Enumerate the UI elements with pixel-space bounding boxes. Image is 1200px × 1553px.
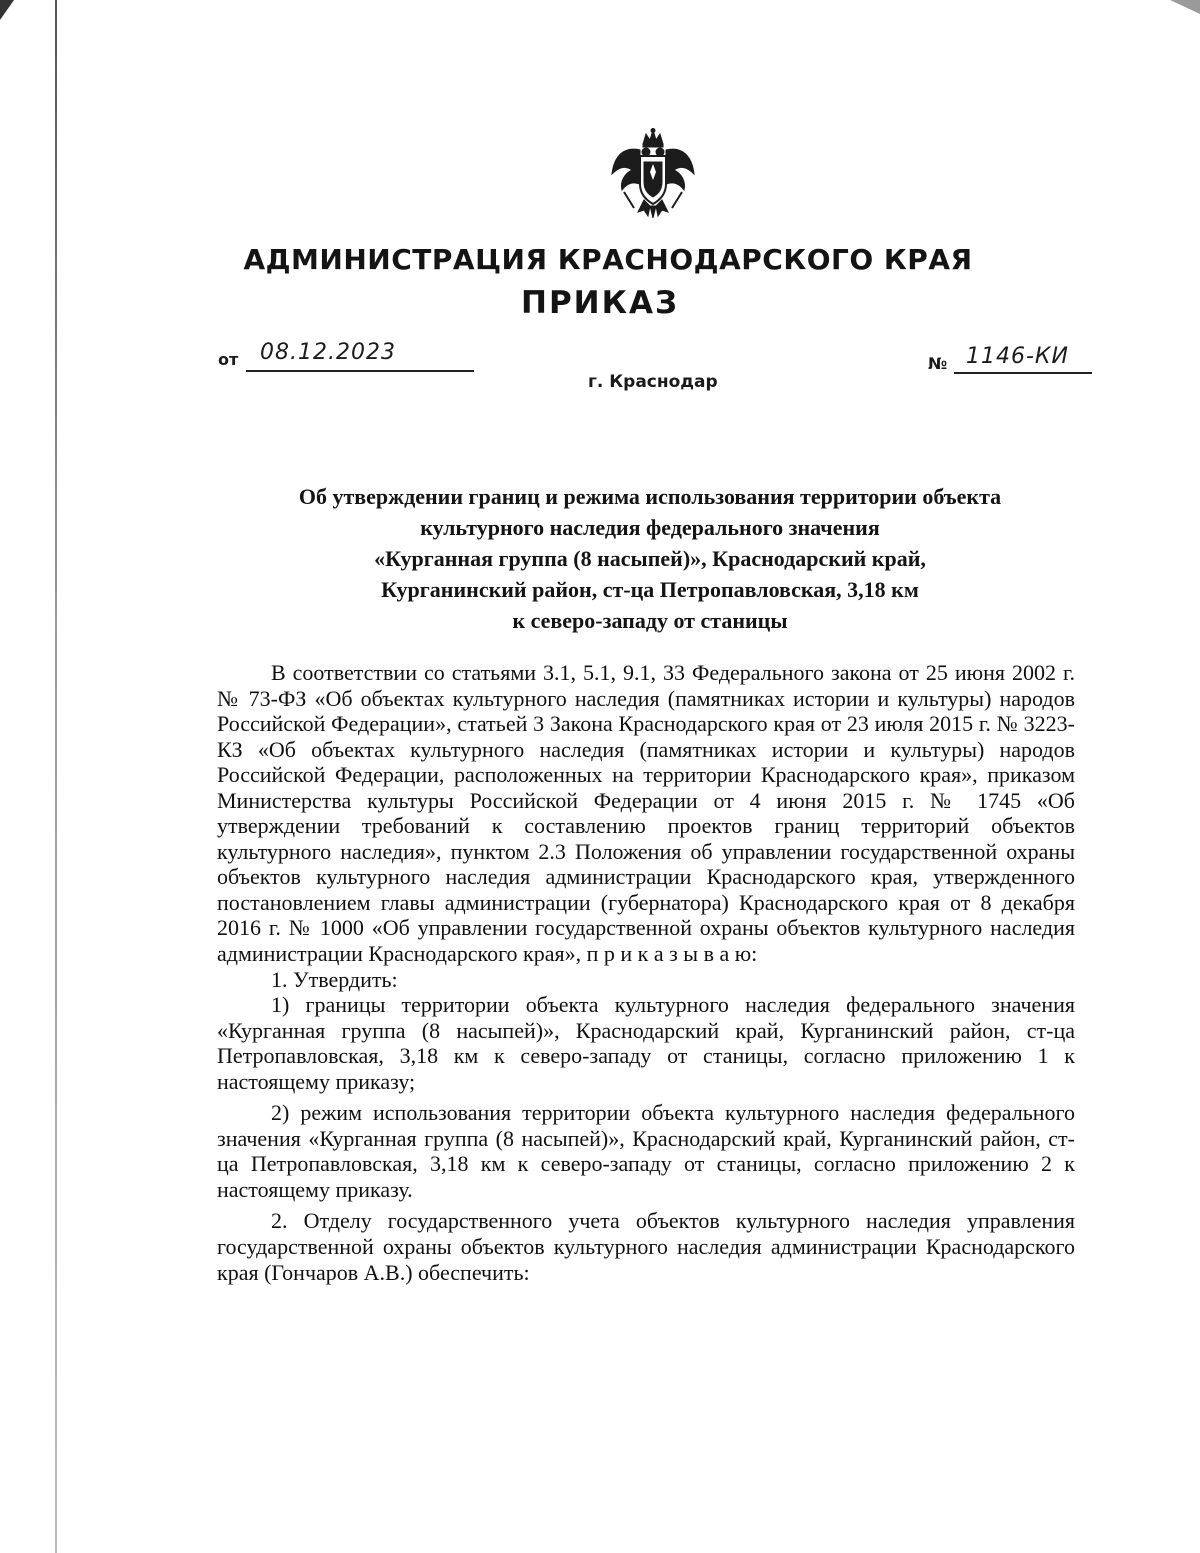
title-line: к северо-западу от станицы [512, 608, 788, 633]
number-prefix: № [928, 354, 948, 373]
clause-1: 1. Утвердить: [271, 966, 398, 992]
document-number: 1146-КИ [966, 344, 1070, 369]
date-underline [246, 370, 474, 372]
organization-name: АДМИНИСТРАЦИЯ КРАСНОДАРСКОГО КРАЯ [243, 243, 973, 276]
scan-corner-mark [0, 0, 14, 20]
title-line: культурного наследия федерального значения [420, 515, 880, 540]
preamble-paragraph: В соответствии со статьями 3.1, 5.1, 9.1, 33 Федерального закона от 25 июня 2002 г. № 73-ФЗ «Об объектах культурного наследия (памятниках истории и культуры) народов Российской Федерации», статьей 3 Закона Краснодарского края от 23 июля 2015 г. № 3223-КЗ «Об объектах культурного наследия (памятниках истории и культуры) народов Российской Федерации, расположенных на территории Краснодарского края», приказом Министерства культуры Российской Федерации от 4 июня 2015 г. № 1745 «Об утверждении требований к составлению проектов границ территорий объектов культурного наследия», пунктом 2.3 Положения об управлении государственной охраны объектов культурного наследия администрации Краснодарского края, утвержденного постановлением главы администрации (губернатора) Краснодарского края от 8 декабря 2016 г. № 1000 «Об управлении государственной охраны объектов культурного наследия администрации Краснодарского края», п р и к а з ы в а ю: [217, 660, 1075, 967]
title-line: Курганинский район, ст-ца Петропавловская, 3,18 км [381, 577, 919, 602]
title-line: Об утверждении границ и режима использования территории объекта [298, 484, 1002, 509]
date-prefix: от [218, 350, 239, 369]
coat-of-arms-emblem-icon [610, 128, 696, 220]
document-body [217, 660, 1075, 1285]
clause-2: 2. Отделу государственного учета объектов культурного наследия управления государственной охраны объектов культурного наследия администрации Краснодарского края (Гончаров А.В.) обеспечить: [217, 1208, 1075, 1285]
scan-corner-mark [1170, 0, 1200, 14]
document-date: 08.12.2023 [260, 340, 396, 365]
number-underline [954, 372, 1092, 374]
clause-1-item-2: 2) режим использования территории объекта культурного наследия федерального значения «Курганная группа (8 насыпей)», Краснодарский край, Курганинский район, ст-ца Петропавловская, 3,18 км к северо-западу от станицы, согласно приложению 2 к настоящему приказу. [217, 1100, 1075, 1202]
title-line: «Курганная группа (8 насыпей)», Краснодарский край, [374, 546, 926, 571]
clause-1-item-1: 1) границы территории объекта культурного наследия федерального значения «Курганная группа (8 насыпей)», Краснодарский край, Курганинский район, ст-ца Петропавловская, 3,18 км к северо-западу от станицы, согласно приложению 1 к настоящему приказу; [217, 992, 1075, 1094]
document-type: ПРИКАЗ [521, 285, 679, 321]
document-title [205, 481, 1095, 636]
scan-edge [55, 0, 57, 1553]
city-label: г. Краснодар [588, 372, 718, 392]
